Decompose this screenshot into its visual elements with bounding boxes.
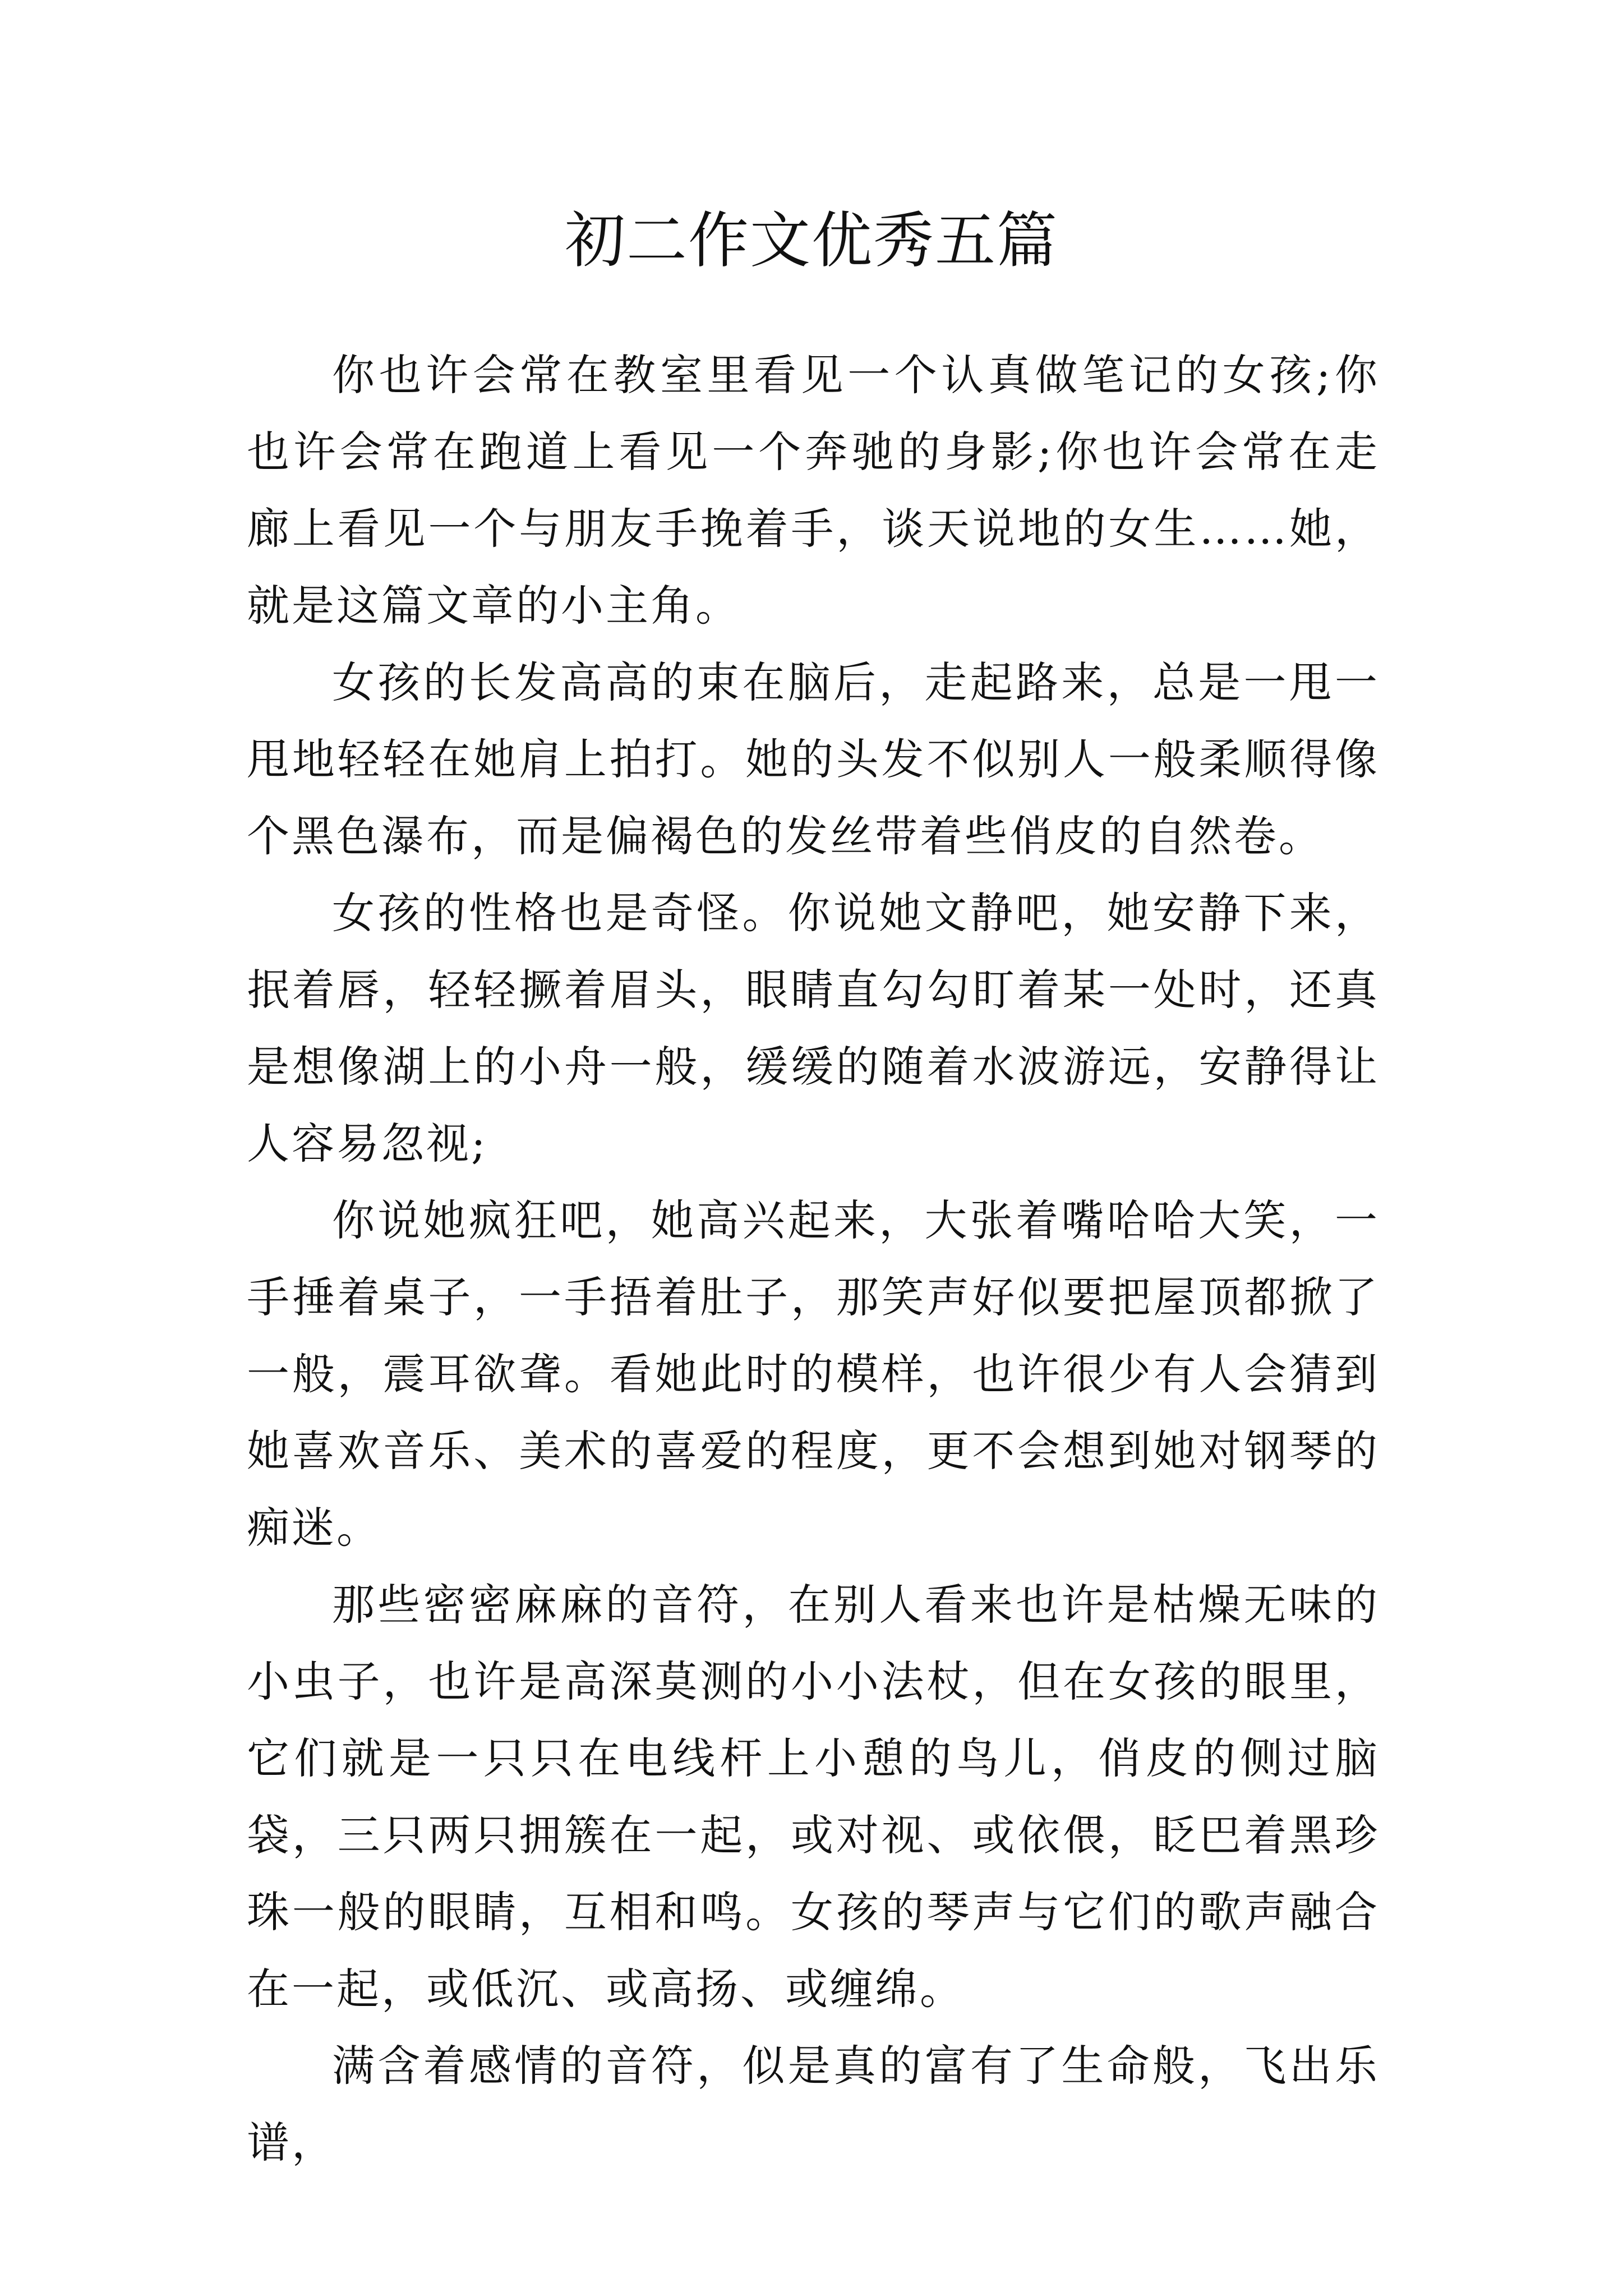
paragraph-4: 你说她疯狂吧，她高兴起来，大张着嘴哈哈大笑，一手捶着桌子，一手捂着肚子，那笑声好似要把屋顶都掀了一般，震耳欲聋。看她此时的模样，也许很少有人会猜到她喜欢音乐、美术的喜爱的程度，更不会想到她对钢琴的痴迷。 [247,1195,1380,1553]
paragraph-6: 满含着感情的音符，似是真的富有了生命般，飞出乐谱， [247,2041,1380,2168]
paragraph-5: 那些密密麻麻的音符，在别人看来也许是枯燥无味的小虫子，也许是高深莫测的小小法杖，但在女孩的眼里，它们就是一只只在电线杆上小憩的鸟儿，俏皮的侧过脑袋，三只两只拥簇在一起，或对视、或依偎，眨巴着黑珍珠一般的眼睛，互相和鸣。女孩的琴声与它们的歌声融合在一起，或低沉、或高扬、或缠绵。 [247,1580,1380,2014]
paragraph-3: 女孩的性格也是奇怪。你说她文静吧，她安静下来，抿着唇，轻轻撅着眉头，眼睛直勾勾盯着某一处时，还真是想像湖上的小舟一般，缓缓的随着水波游远，安静得让人容易忽视; [247,888,1380,1168]
document-title: 初二作文优秀五篇 [564,206,1058,276]
paragraph-2: 女孩的长发高高的束在脑后，走起路来，总是一甩一甩地轻轻在她肩上拍打。她的头发不似别人一般柔顺得像个黑色瀑布，而是偏褐色的发丝带着些俏皮的自然卷。 [247,657,1380,861]
document-body [247,337,1380,2255]
paragraph-1: 你也许会常在教室里看见一个认真做笔记的女孩;你也许会常在跑道上看见一个奔驰的身影;你也许会常在走廊上看见一个与朋友手挽着手，谈天说地的女生……她，就是这篇文章的小主角。 [247,350,1380,631]
